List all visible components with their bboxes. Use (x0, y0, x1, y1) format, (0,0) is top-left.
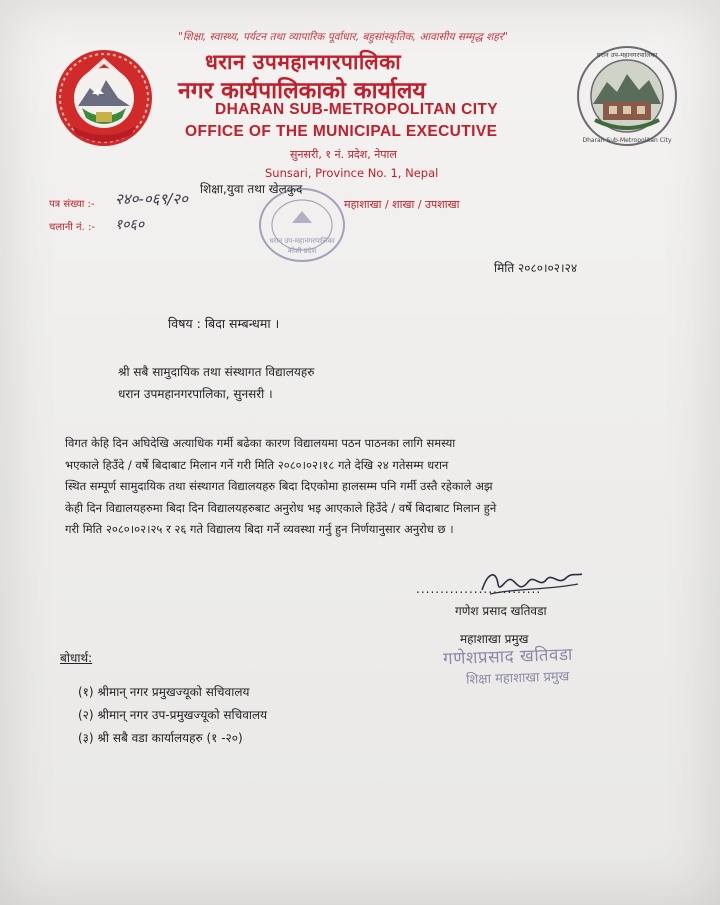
title-stamp: शिक्षा महाशाखा प्रमुख (465, 669, 570, 688)
signatory-name: गणेश प्रसाद खतिवडा (455, 604, 547, 618)
body-line: गरी मिति २०८०।०२।२५ र २६ गते विद्यालय बिदा गर्ने व्यवस्था गर्नु हुन निर्णयानुसार अनुरोध छ । (65, 522, 454, 536)
svg-text:कोशी प्रदेश: कोशी प्रदेश (287, 247, 317, 255)
body-line: विगत केहि दिन अघिदेखि अत्याधिक गर्मी बढेका कारण विद्यालयमा पठन पाठनका लागि समस्या (65, 436, 456, 450)
signatory-title: महाशाखा प्रमुख (460, 632, 529, 646)
body-line: केही दिन विद्यालयहरुमा बिदा दिन विद्यालयहरुबाट अनुरोध भइ आएकाले हिउँदे / वर्षे बिदाबाट मिलान हुने (65, 500, 497, 515)
cc-item: (२) श्रीमान् नगर उप-प्रमुखज्यूको सचिवालय (78, 708, 268, 722)
municipality-name-en: DHARAN SUB-METROPOLITAN CITY (215, 101, 499, 118)
city-seal-icon (575, 44, 679, 148)
recipient-line-2: धरान उपमहानगरपालिका, सुनसरी । (118, 387, 273, 401)
address-en: Sunsari, Province No. 1, Nepal (265, 166, 439, 180)
office-name-np: नगर कार्यपालिकाको कार्यालय (178, 78, 426, 104)
cc-item: (१) श्रीमान् नगर प्रमुखज्यूको सचिवालय (78, 685, 250, 699)
body-line: भएकाले हिउँदे / वर्षे बिदाबाट मिलान गर्ने गरी मिति २०८०।०२।१८ गते देखि २४ गतेसम्म धरान (65, 457, 449, 472)
letterhead-motto: "शिक्षा, स्वास्थ्य, पर्यटन तथा व्यापारिक पूर्वाधार, बहुसांस्कृतिक, आवासीय सम्मृद्ध शहर" (178, 31, 508, 43)
name-stamp: गणेशप्रसाद खतिवडा (442, 644, 574, 670)
department-line: शिक्षा,युवा तथा खेलकुद (200, 182, 303, 196)
recipient-line-1: श्री सबै सामुदायिक तथा संस्थागत विद्यालयहरु (118, 365, 315, 379)
svg-text:धरान उप-महानगरपालिका: धरान उप-महानगरपालिका (269, 237, 335, 245)
letter-number-value: २४०-०६९/२० (115, 190, 188, 208)
svg-text:Dharan Sub-Metropolitan City: Dharan Sub-Metropolitan City (582, 137, 672, 144)
letter-body (65, 433, 625, 541)
dispatch-number-value: १०६० (115, 217, 145, 233)
letter-date: मिति २०८०।०२।२४ (494, 261, 578, 275)
letter-subject: विषय : बिदा सम्बन्धमा । (168, 316, 280, 331)
office-name-en: OFFICE OF THE MUNICIPAL EXECUTIVE (185, 123, 498, 140)
body-line: स्थित सम्पूर्ण सामुदायिक तथा संस्थागत विद्यालयहरु बिदा दिएकोमा हालसम्म पनि गर्मी उस्तै रहेकाले अझ (65, 479, 493, 493)
cc-heading: बोधार्थ: (60, 651, 93, 665)
municipality-name-np: धरान उपमहानगरपालिका (205, 50, 402, 74)
letter-number-label: पत्र संख्या :- (49, 199, 95, 210)
signature-line: .......................... (416, 582, 542, 596)
nepal-emblem-icon (52, 44, 156, 152)
department-unit: महाशाखा / शाखा / उपशाखा (344, 198, 460, 211)
cc-item: (३) श्री सबै वडा कार्यालयहरु (१ -२०) (78, 731, 243, 745)
svg-text:धरान उप-महानगरपालिका: धरान उप-महानगरपालिका (596, 51, 658, 59)
dispatch-number-label: चलानी नं. :- (49, 222, 95, 233)
address-np: सुनसरी, १ नं. प्रदेश, नेपाल (290, 148, 397, 161)
